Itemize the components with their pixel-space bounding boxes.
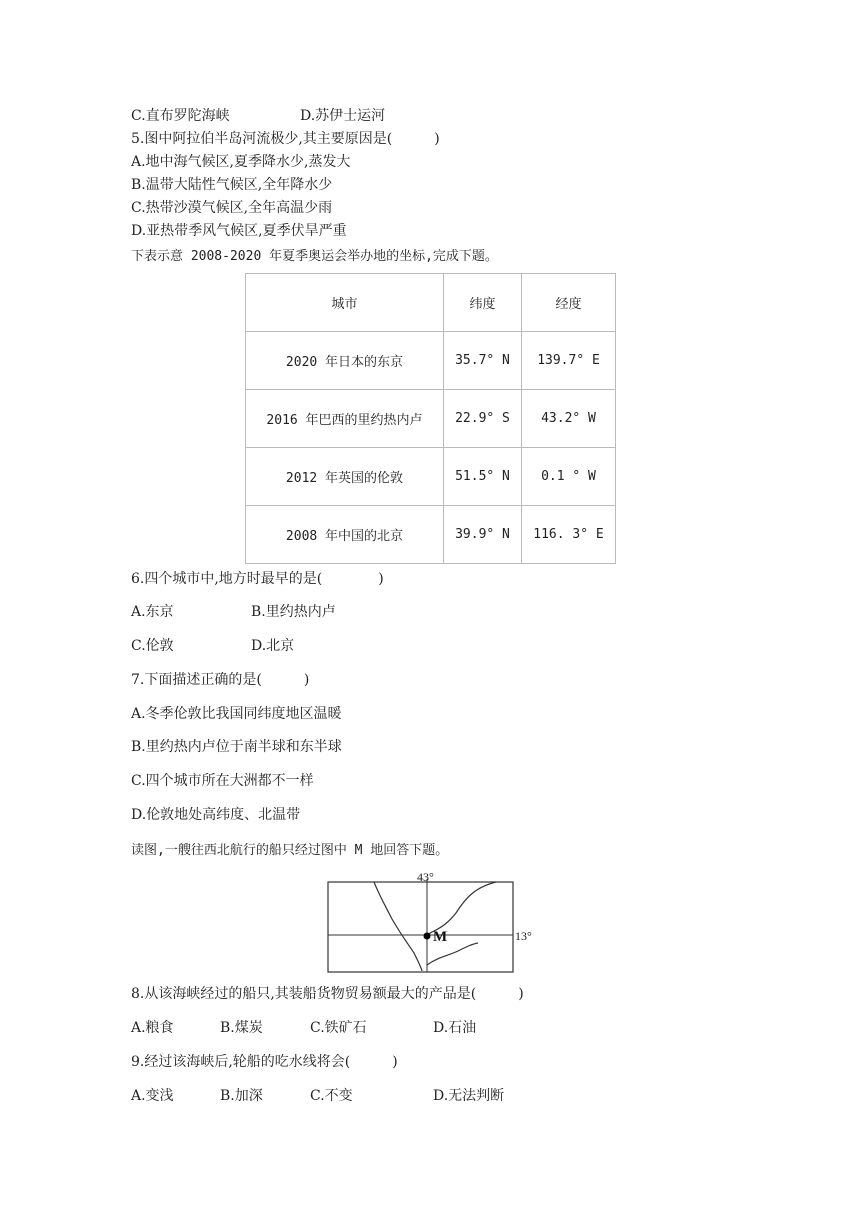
table-header-row — [246, 274, 616, 332]
q9-option-d: D.无法判断 — [433, 1088, 505, 1104]
map-frame — [328, 882, 513, 972]
cell-longitude: 0.1 ° W — [522, 448, 616, 506]
table-row — [246, 332, 616, 390]
cell-longitude: 139.7° E — [522, 332, 616, 390]
point-m-marker — [424, 933, 431, 940]
q6-option-c: C.伦敦 — [131, 638, 174, 654]
q4-option-d: D.苏伊士运河 — [300, 108, 386, 124]
q9-option-c: C.不变 — [310, 1088, 353, 1104]
cell-longitude: 43.2° W — [522, 390, 616, 448]
q9-stem: 9.经过该海峡后,轮船的吃水线将会( ) — [131, 1054, 398, 1070]
q6-option-b: B.里约热内卢 — [251, 604, 336, 620]
cell-latitude: 39.9° N — [444, 506, 522, 564]
q7-option-b: B.里约热内卢位于南半球和东半球 — [131, 739, 342, 755]
point-m-label: M — [433, 929, 448, 945]
header-latitude: 纬度 — [444, 274, 522, 332]
cell-latitude: 51.5° N — [444, 448, 522, 506]
q9-option-b: B.加深 — [220, 1088, 263, 1104]
q6-stem: 6.四个城市中,地方时最早的是( ) — [131, 571, 384, 587]
q8-option-b: B.煤炭 — [220, 1020, 263, 1036]
cell-city: 2016 年巴西的里约热内卢 — [246, 390, 444, 448]
q9-option-a: A.变浅 — [131, 1088, 174, 1104]
cell-longitude: 116. 3° E — [522, 506, 616, 564]
q6-option-d: D.北京 — [251, 638, 295, 654]
q8-option-a: A.粮食 — [131, 1020, 174, 1036]
q5-option-d: D.亚热带季风气候区,夏季伏旱严重 — [131, 223, 347, 239]
cell-city: 2008 年中国的北京 — [246, 506, 444, 564]
table-row — [246, 448, 616, 506]
strait-map — [326, 867, 538, 975]
table-intro: 下表示意 2008-2020 年夏季奥运会举办地的坐标,完成下题。 — [131, 249, 498, 264]
q8-option-c: C.铁矿石 — [310, 1020, 367, 1036]
q5-option-c: C.热带沙漠气候区,全年高温少雨 — [131, 200, 333, 216]
header-longitude: 经度 — [522, 274, 616, 332]
header-city: 城市 — [246, 274, 444, 332]
q8-option-d: D.石油 — [433, 1020, 477, 1036]
q5-option-a: A.地中海气候区,夏季降水少,蒸发大 — [131, 154, 351, 170]
q4-option-c: C.直布罗陀海峡 — [131, 108, 230, 124]
q5-stem: 5.图中阿拉伯半岛河流极少,其主要原因是( ) — [131, 131, 440, 147]
table-row — [246, 390, 616, 448]
cell-city: 2020 年日本的东京 — [246, 332, 444, 390]
cell-latitude: 35.7° N — [444, 332, 522, 390]
table-row — [246, 506, 616, 564]
q5-option-b: B.温带大陆性气候区,全年降水少 — [131, 177, 333, 193]
q7-option-c: C.四个城市所在大洲都不一样 — [131, 773, 314, 789]
olympics-coordinates-table — [245, 273, 616, 564]
longitude-label: 43° — [417, 870, 434, 884]
gulf-coastline — [427, 943, 478, 965]
map-intro: 读图,一艘往西北航行的船只经过图中 M 地回答下题。 — [131, 843, 449, 858]
q6-option-a: A.东京 — [131, 604, 174, 620]
cell-latitude: 22.9° S — [444, 390, 522, 448]
q7-option-d: D.伦敦地处高纬度、北温带 — [131, 807, 301, 823]
q8-stem: 8.从该海峡经过的船只,其装船货物贸易额最大的产品是( ) — [131, 986, 524, 1002]
q7-option-a: A.冬季伦敦比我国同纬度地区温暖 — [131, 706, 342, 722]
african-coastline — [374, 882, 422, 971]
q7-stem: 7.下面描述正确的是( ) — [131, 672, 310, 688]
cell-city: 2012 年英国的伦敦 — [246, 448, 444, 506]
latitude-label: 13° — [515, 929, 532, 943]
